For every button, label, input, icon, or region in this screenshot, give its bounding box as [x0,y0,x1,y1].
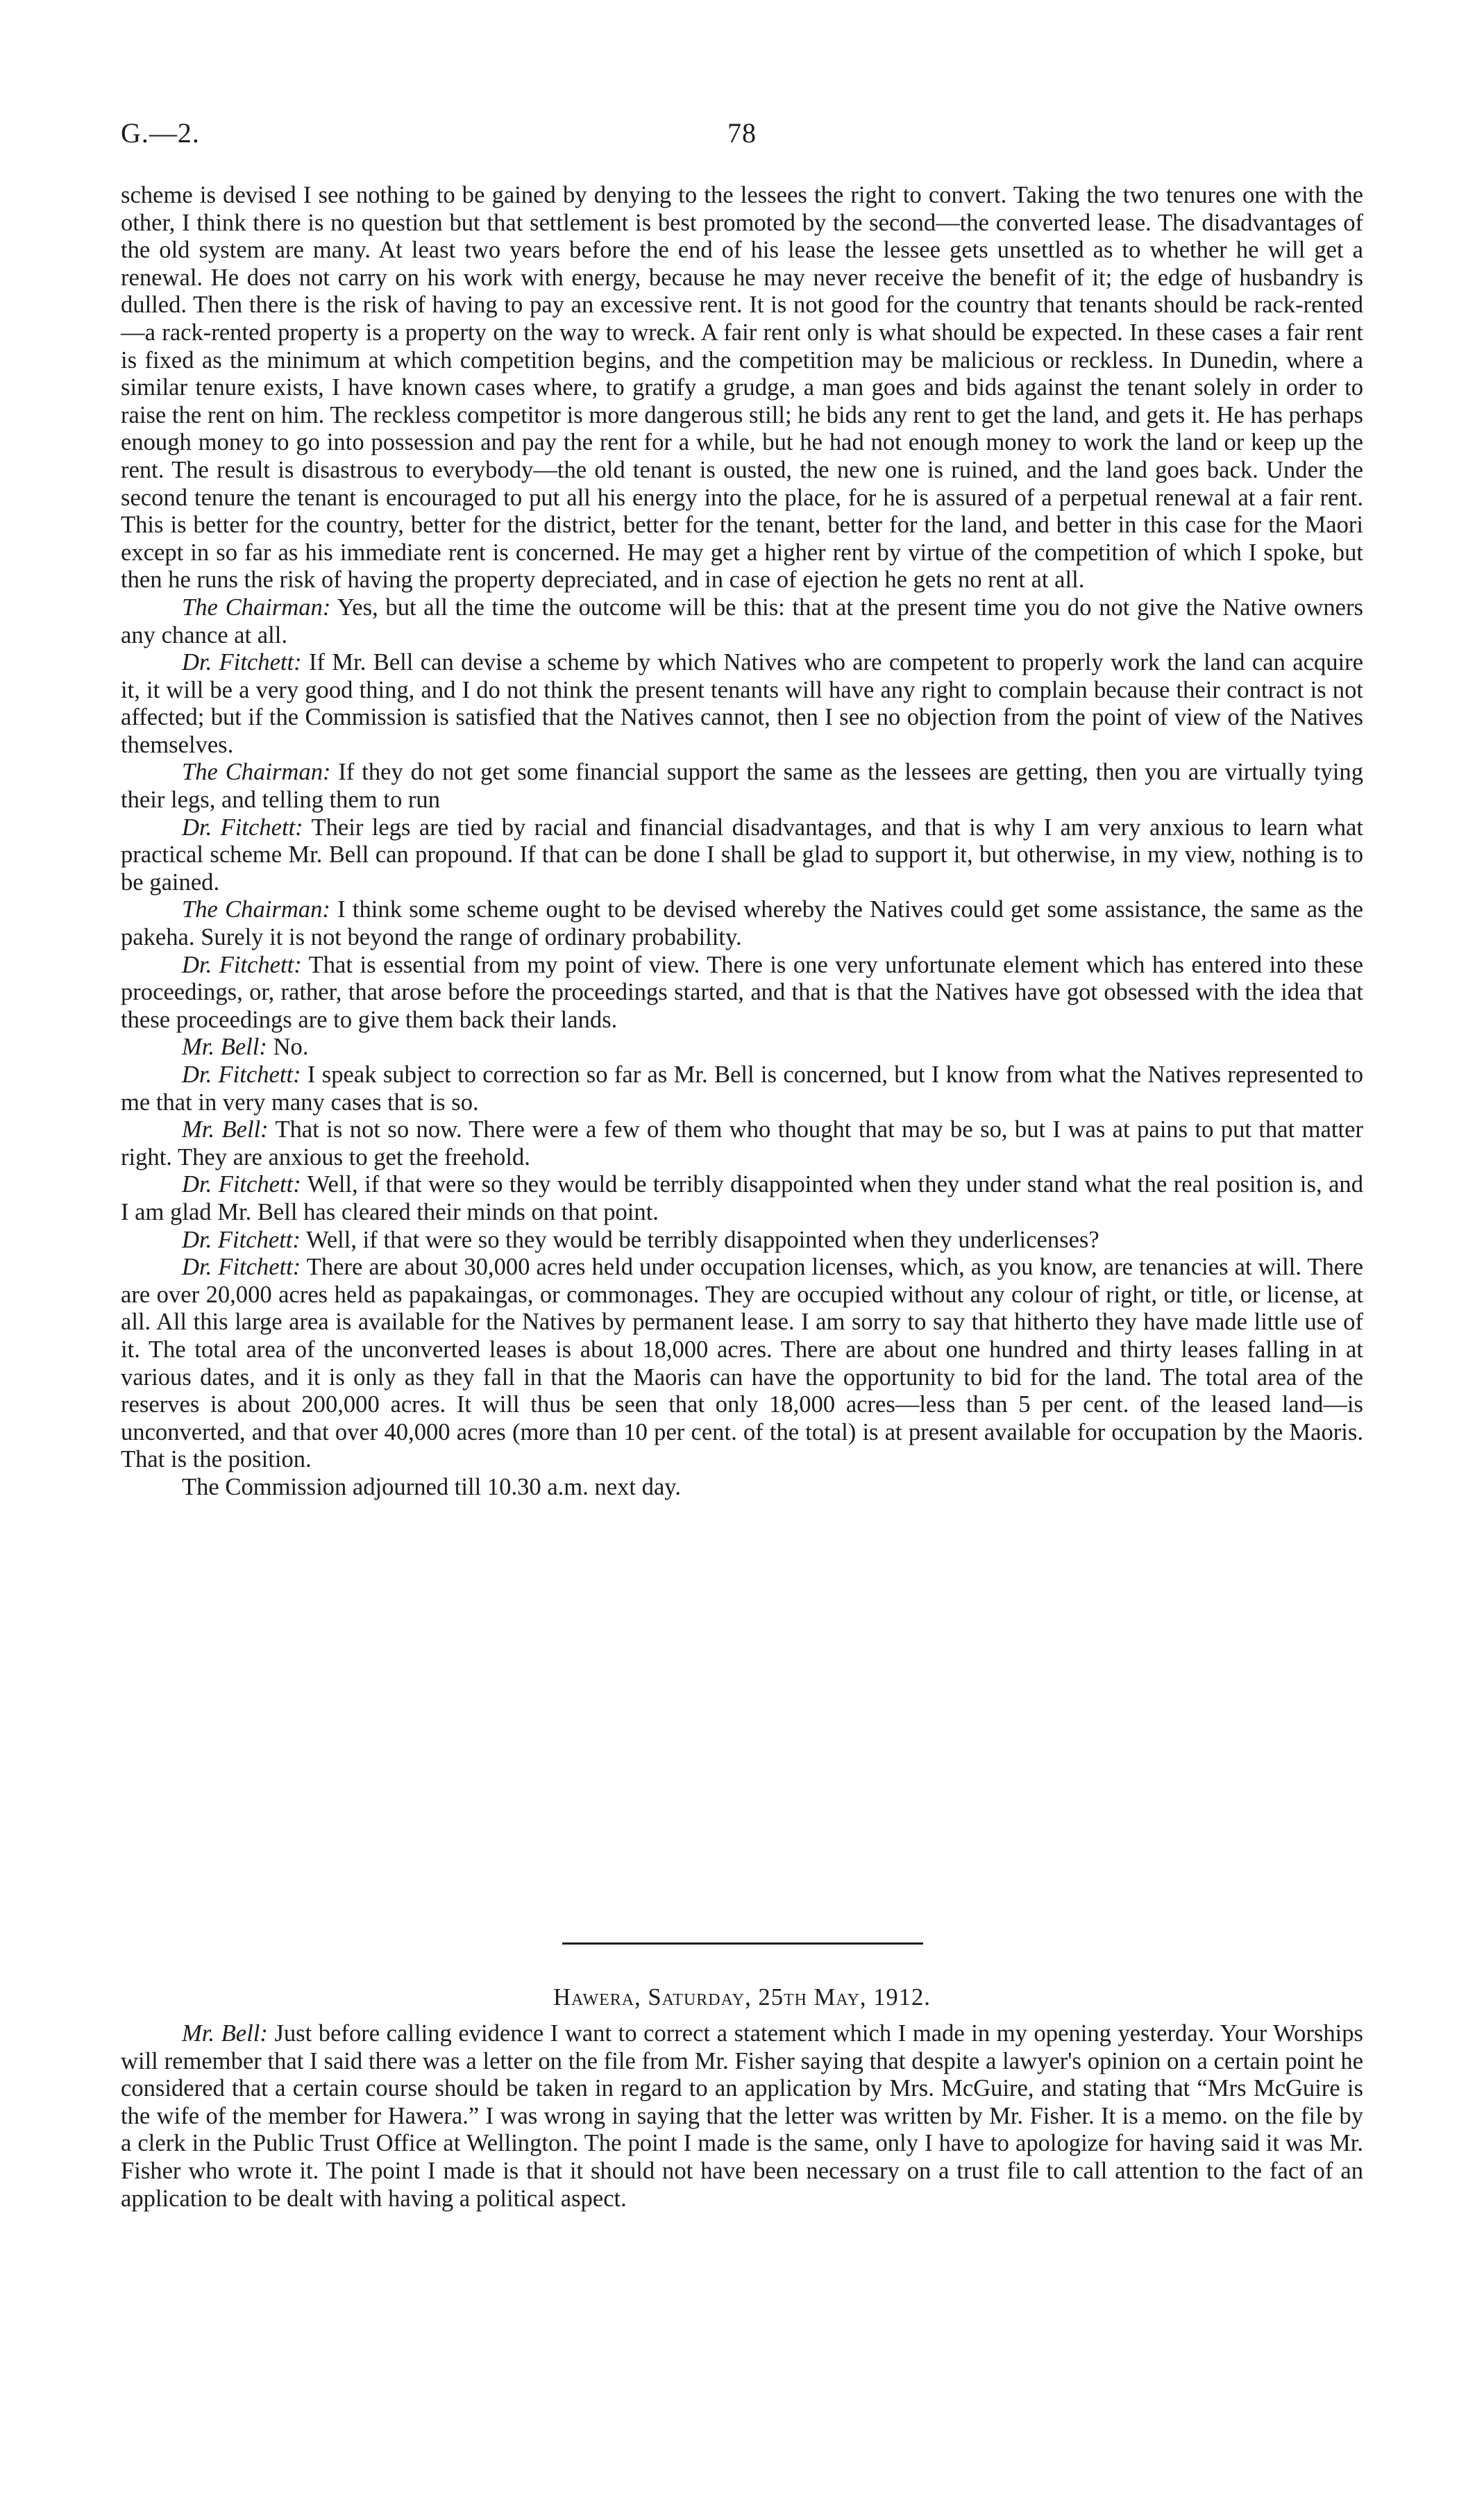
speech-paragraph [121,1254,1363,1474]
speech-text: If they do not get some financial support the same as the lessees are getting, then you are virtually tying their legs, and telling them to run [121,759,1364,814]
speaker: Dr. Fitchett: [182,1171,301,1198]
paragraph-text: The Commission adjourned till 10.30 a.m. next day. [182,1473,681,1500]
speech-paragraph [121,896,1363,951]
speech-paragraph [121,1171,1363,1226]
running-header [121,117,1363,158]
speech-text: I think some scheme ought to be devised whereby the Natives could get some assistance, the same as the pakeha. Surely it is not beyond the range of ordinary probability. [121,896,1364,951]
speaker: Dr. Fitchett: [182,1061,301,1088]
speech-text: Their legs are tied by racial and financial disadvantages, and that is why I am very anxious to learn what practical scheme Mr. Bell can propound. If that can be done I shall be glad to support it, but otherwise, in my view, nothing is to be gained. [121,814,1363,896]
speaker: The Chairman: [182,759,331,786]
speech-paragraph [121,952,1363,1034]
session-date: 25th May, 1912. [758,1984,931,2011]
speaker: Dr. Fitchett: [182,814,303,841]
speaker: Dr. Fitchett: [182,1226,301,1253]
speech-paragraph [121,1227,1363,1254]
session-dateline: Hawera, Saturday, 25th May, 1912. [553,1984,931,2011]
speech-text: There are about 30,000 acres held under occupation licenses, which, as you know, are tenancies at will. There are over 20,000 acres held as papakaingas, or commonages. They are occupied without any colour of right, or title, or license, at all. All this large area is available for the Natives by permanent lease. I am sorry to say that hitherto they have made little use of it. The total area of the unconverted leases is about 18,000 acres. There are about one hundred and thirty leases falling in at various dates, and it is only as they fall in that the Maoris can have the opportunity to bid for the land. The total area of the reserves is about 200,000 acres. It will thus be seen that only 18,000 acres—less than 5 per cent. of the leased land—is unconverted, and that over 40,000 acres (more than 10 per cent. of the total) is at present available for occupation by the Maoris. That is the position. [121,1254,1364,1473]
speech-text: That is essential from my point of view. There is one very unfortunate element which has entered into these proceedings, or, rather, that arose before the proceedings started, and that is that the Natives have got obsessed with the idea that these proceedings are to give them back their lands. [121,951,1363,1033]
speech-text: I speak subject to correction so far as Mr. Bell is concerned, but I know from what the Natives represented to me that in very many cases that is so. [121,1061,1363,1116]
speaker: Mr. Bell: [182,2020,268,2047]
speech-paragraph [121,1116,1363,1171]
speech-text: If Mr. Bell can devise a scheme by which Natives who are competent to properly work the land can acquire it, it will be a very good thing, and I do not think the present tenants will have any right to complain because their contract is not affected; but if the Commission is satisfied that the Natives cannot, then I see no objection from the point of view of the Natives themselves. [121,649,1363,758]
paragraph-text: scheme is devised I see nothing to be gained by denying to the lessees the right to convert. Taking the two tenures one with the other, I think there is no question but that settlement is best promoted by the second—the converted lease. The disadvantages of the old system are many. At least two years before the end of his lease the lessee gets unsettled as to whether he will get a renewal. He does not carry on his work with energy, because he may never receive the benefit of it; the edge of husbandry is dulled. Then there is the risk of having to pay an excessive rent. It is not good for the country that tenants should be rack-rented—a rack-rented property is a property on the way to wreck. A fair rent only is what should be expected. In these cases a fair rent is fixed as the minimum at which competition begins, and the competition may be malicious or reckless. In Dunedin, where a similar tenure exists, I have known cases where, to gratify a grudge, a man goes and bids against the tenant solely in order to raise the rent on him. The reckless competitor is more dangerous still; he bids any rent to get the land, and gets it. He has perhaps enough money to go into possession and pay the rent for a while, but he had not enough money to work the land or keep up the rent. The result is disastrous to everybody—the old tenant is ousted, the new one is ruined, and the land goes back. Under the second tenure the tenant is encouraged to put all his energy into the place, for he is assured of a perpetual renewal at a fair rent. This is better for the country, better for the district, better for the tenant, better for the land, and better in this case for the Maori except in so far as his immediate rent is concerned. He may get a higher rent by virtue of the competition of which I spoke, but then he runs the risk of having the property depreciated, and in case of ejection he gets no rent at all. [121,182,1363,594]
speech-paragraph [121,594,1363,649]
speech-paragraph [121,1061,1363,1116]
speaker: Dr. Fitchett: [182,649,302,676]
speaker: Dr. Fitchett: [182,1254,301,1281]
minutes-body [121,182,1363,1502]
speech-paragraph [121,814,1363,897]
section-divider [562,1942,923,1945]
session-place: Hawera [553,1984,635,2011]
speech-text: Well, if that were so they would be terribly disappointed when they under stand what the real position is, and I am glad Mr. Bell has cleared their minds on that point. [121,1171,1364,1225]
speech-paragraph [121,759,1363,814]
speech-text: That is not so now. There were a few of them who thought that may be so, but I was at pains to put that matter right. They are anxious to get the freehold. [121,1116,1363,1170]
speech-text: Well, if that were so they would be terribly disappointed when they underlicenses? [300,1226,1099,1253]
page-number: 78 [727,117,757,149]
session-day: Saturday [648,1984,745,2011]
speech-text: Just before calling evidence I want to correct a statement which I made in my opening yesterday. Your Worships will remember that I said there was a letter on the file from Mr. Fisher saying that despite a lawyer's opinion on a certain point he considered that a certain course should be taken in regard to an application by Mrs. McGuire, and stating that “Mrs McGuire is the wife of the member for Hawera.” I was wrong in saying that the letter was written by Mr. Fisher. It is a memo. on the file by a clerk in the Public Trust Office at Wellington. The point I made is the same, only I have to apologize for having said it was Mr. Fisher who wrote it. The point I made is that it should not have been necessary on a trust file to call attention to the fact of an application to be dealt with having a political aspect. [121,2020,1363,2212]
paragraph-continued [121,182,1363,594]
speech-paragraph [121,2020,1363,2213]
speech-paragraph [121,649,1363,759]
speaker: Dr. Fitchett: [182,951,302,978]
document-reference: G.—2. [121,117,200,149]
speech-text: Yes, but all the time the outcome will be this: that at the present time you do not give the Native owners any chance at all. [121,594,1364,648]
speaker: The Chairman: [182,896,330,923]
speech-paragraph [121,1034,1363,1061]
adjournment-note [121,1474,1363,1502]
speaker: The Chairman: [182,594,331,621]
minutes-body-second-session [121,2020,1363,2213]
speaker: Mr. Bell: [182,1116,269,1143]
speech-text: No. [267,1034,309,1061]
speaker: Mr. Bell: [182,1034,267,1061]
